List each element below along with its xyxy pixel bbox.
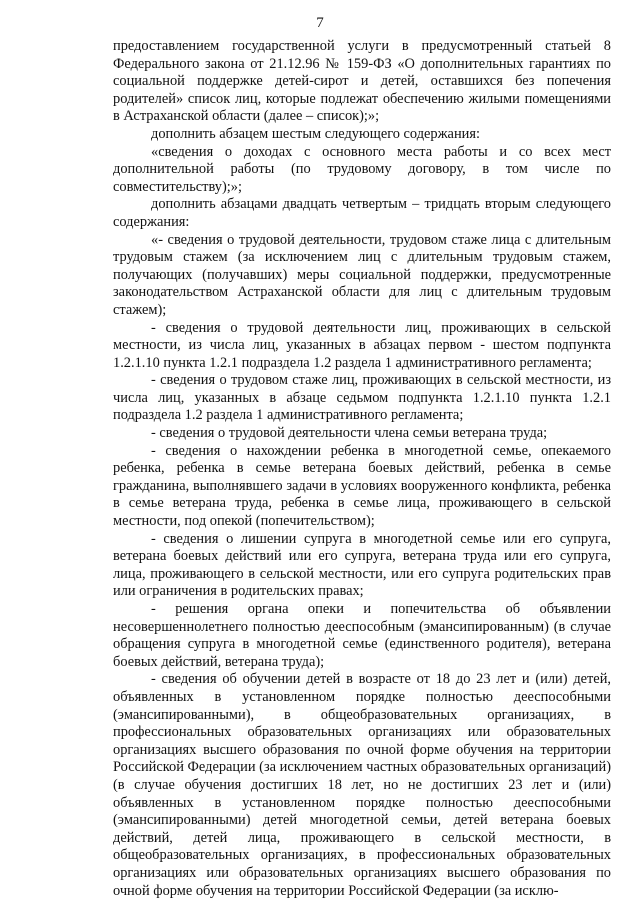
paragraph-emancipation: - решения органа опеки и попечительства об объявлении несовершеннолетнего полностью дееспособным (эмансипированным) (в случае обращения супруга в многодетной семье (единственного родителя), ветерана боевых действий, ветерана труда); (113, 601, 611, 670)
paragraph-rural-service: - сведения о трудовом стаже лиц, проживающих в сельской местности, из числа лиц, указанных в абзаце седьмом подпункта 1.2.1.10 пункта 1.2.1 подраздела 1.2 раздела 1 административного регламента; (113, 372, 611, 424)
paragraph-add-sixth: дополнить абзацем шестым следующего содержания: (151, 125, 480, 142)
paragraph-parental-rights: - сведения о лишении супруга в многодетной семье или его супруга, ветерана боевых действий или его супруга, ветерана труда или его супруга, лица, проживающего в сельской местности, или его супруга родительских прав или ограничения в родительских правах; (113, 530, 611, 600)
paragraph-education: - сведения об обучении детей в возрасте от 18 до 23 лет и (или) детей, объявленных в установленном порядке полностью дееспособными (эмансипированными), в общеобразовательных организациях, в профессиональных образовательных организациях или образовательных организациях высшего образования по очной форме обучения на территории Российской Федерации (за исключением частных образовательных организаций) (в случае обучения достигших 18 лет, но не достигших 23 лет и (или) объявленных в установленном порядке полностью дееспособными (эмансипированными) детей многодетной семьи, детей ветерана боевых действий, детей лица, проживающего в сельской местности, в общеобразовательных организациях, в профессиональных образовательных организациях или образовательных организациях высшего образования по очной форме обучения на территории Российской Федерации (за исклю- (113, 671, 611, 899)
paragraph-add-24-32: дополнить абзацами двадцать четвертым – тридцать вторым следующего содержания: (113, 196, 611, 230)
paragraph-list-definition: предоставлением государственной услуги в предусмотренный статьей 8 Федерального закона от 21.12.96 № 159-ФЗ «О дополнительных гарантиях по социальной поддержке детей-сирот и детей, оставшихся без попечения родителей» список лиц, которые подлежат обеспечению жилыми помещениями в Астраханской области (далее – список);»; (113, 38, 611, 125)
paragraph-child-status: - сведения о нахождении ребенка в многодетной семье, опекаемого ребенка, ребенка в семье ветерана боевых действий, ребенка в семье гражданина, выполнявшего задачи в условиях вооруженного конфликта, ребенка в семье ветерана труда, ребенка в семье лица, проживающего в сельской местности, под опекой (попечительством); (113, 442, 611, 530)
paragraph-income-info: «сведения о доходах с основного места работы и со всех мест дополнительной работы (по трудовому договору, в том числе по совместительству);»; (113, 143, 611, 195)
document-body (113, 38, 611, 900)
page-number: 7 (316, 15, 324, 31)
paragraph-rural-work: - сведения о трудовой деятельности лиц, проживающих в сельской местности, из числа лиц, указанных в абзацах первом - шестом подпункта 1.2.1.10 пункта 1.2.1 подраздела 1.2 раздела 1 административного регламента; (113, 319, 611, 371)
paragraph-veteran-family: - сведения о трудовой деятельности члена семьи ветерана труда; (151, 425, 548, 442)
paragraph-long-service: «- сведения о трудовой деятельности, трудовом стаже лица с длительным трудовым стажем (за исключением лиц с длительным трудовым стажем, получающих (получавших) меры социальной поддержки, предусмотренные законодательством Астраханской области для лиц с длительным трудовым стажем); (113, 231, 611, 318)
